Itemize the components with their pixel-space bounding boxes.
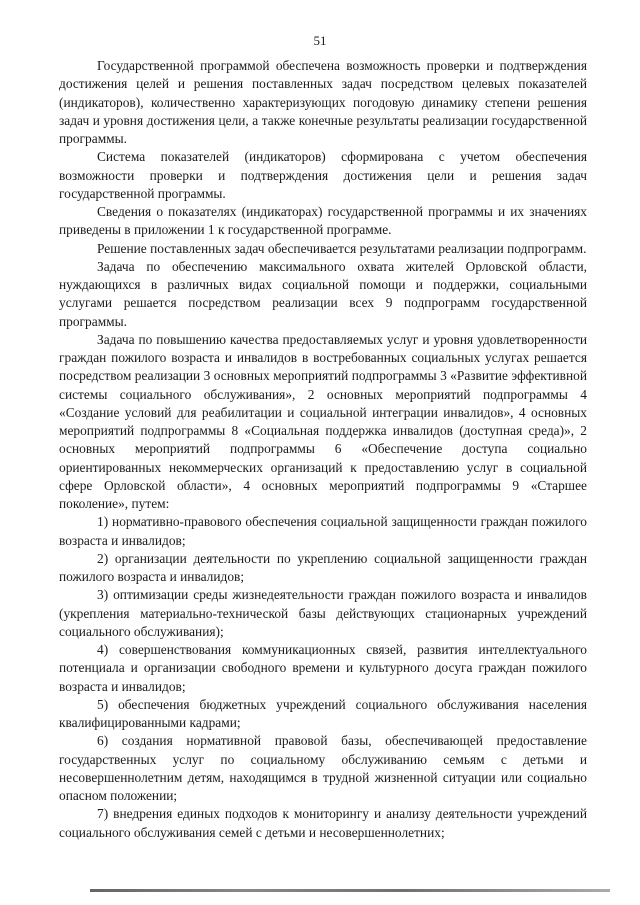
list-item-3: 3) оптимизации среды жизнедеятельности граждан пожилого возраста и инвалидов (укрепления материально-технической базы действующих стационарных учреждений социального обслуживания); [59,587,587,639]
list-item-7: 7) внедрения единых подходов к мониторингу и анализу деятельности учреждений социального обслуживания семей с детьми и несовершеннолетних; [59,806,587,840]
paragraph-coverage-task: Задача по обеспечению максимального охвата жителей Орловской области, нуждающихся в различных видах социальной помощи и поддержки, социальными услугами решается посредством реализации всех 9 подпрограмм государственной программы. [59,258,587,329]
document-body [59,57,587,842]
paragraph-indicators-verification: Государственной программой обеспечена возможность проверки и подтверждения достижения целей и решения поставленных задач посредством целевых показателей (индикаторов), количественно характеризующих погодовую динамику степени решения задач и уровня достижения цели, а также конечные результаты реализации государственной программы. [59,58,587,146]
list-item-2: 2) организации деятельности по укреплению социальной защищенности граждан пожилого возраста и инвалидов; [59,550,587,584]
paragraph-quality-task: Задача по повышению качества предоставляемых услуг и уровня удовлетворенности граждан пожилого возраста и инвалидов в востребованных социальных услугах решается посредством реализации 3 основных мероприятий подпрограммы 3 «Развитие эффективной системы социального обслуживания», 2 основных мероприятий подпрограммы 4 «Создание условий для реабилитации и социальной интеграции инвалидов», 4 основных мероприятий подпрограммы 8 «Социальная поддержка инвалидов (доступная среда)», 2 основных мероприятий подпрограммы 6 «Обеспечение доступа социально ориентированных некоммерческих организаций к предоставлению услуг в социальной сфере Орловской области», 4 основных мероприятий подпрограммы 9 «Старшее поколение», путем: [59,331,587,511]
paragraph-indicator-info: Сведения о показателях (индикаторах) государственной программы и их значениях приведены в приложении 1 к государственной программе. [59,204,587,238]
scan-bottom-edge [90,889,610,892]
list-item-6: 6) создания нормативной правовой базы, обеспечивающей предоставление государственных услуг по социальному обслуживанию семьям с детьми и несовершеннолетним детям, находящимся в трудной жизненной ситуации или социально опасном положении; [59,733,587,803]
paragraph-indicator-system: Система показателей (индикаторов) сформирована с учетом обеспечения возможности проверки и подтверждения достижения цели и решения задач государственной программы. [59,149,587,201]
list-item-1: 1) нормативно-правового обеспечения социальной защищенности граждан пожилого возраста и инвалидов; [59,514,587,548]
list-item-5: 5) обеспечения бюджетных учреждений социального обслуживания населения квалифицированными кадрами; [59,696,587,730]
page-number: 51 [313,33,327,48]
list-item-4: 4) совершенствования коммуникационных связей, развития интеллектуального потенциала и организации свободного времени и культурного досуга граждан пожилого возраста и инвалидов; [59,642,587,694]
paragraph-tasks-solution: Решение поставленных задач обеспечивается результатами реализации подпрограмм. [97,240,587,256]
